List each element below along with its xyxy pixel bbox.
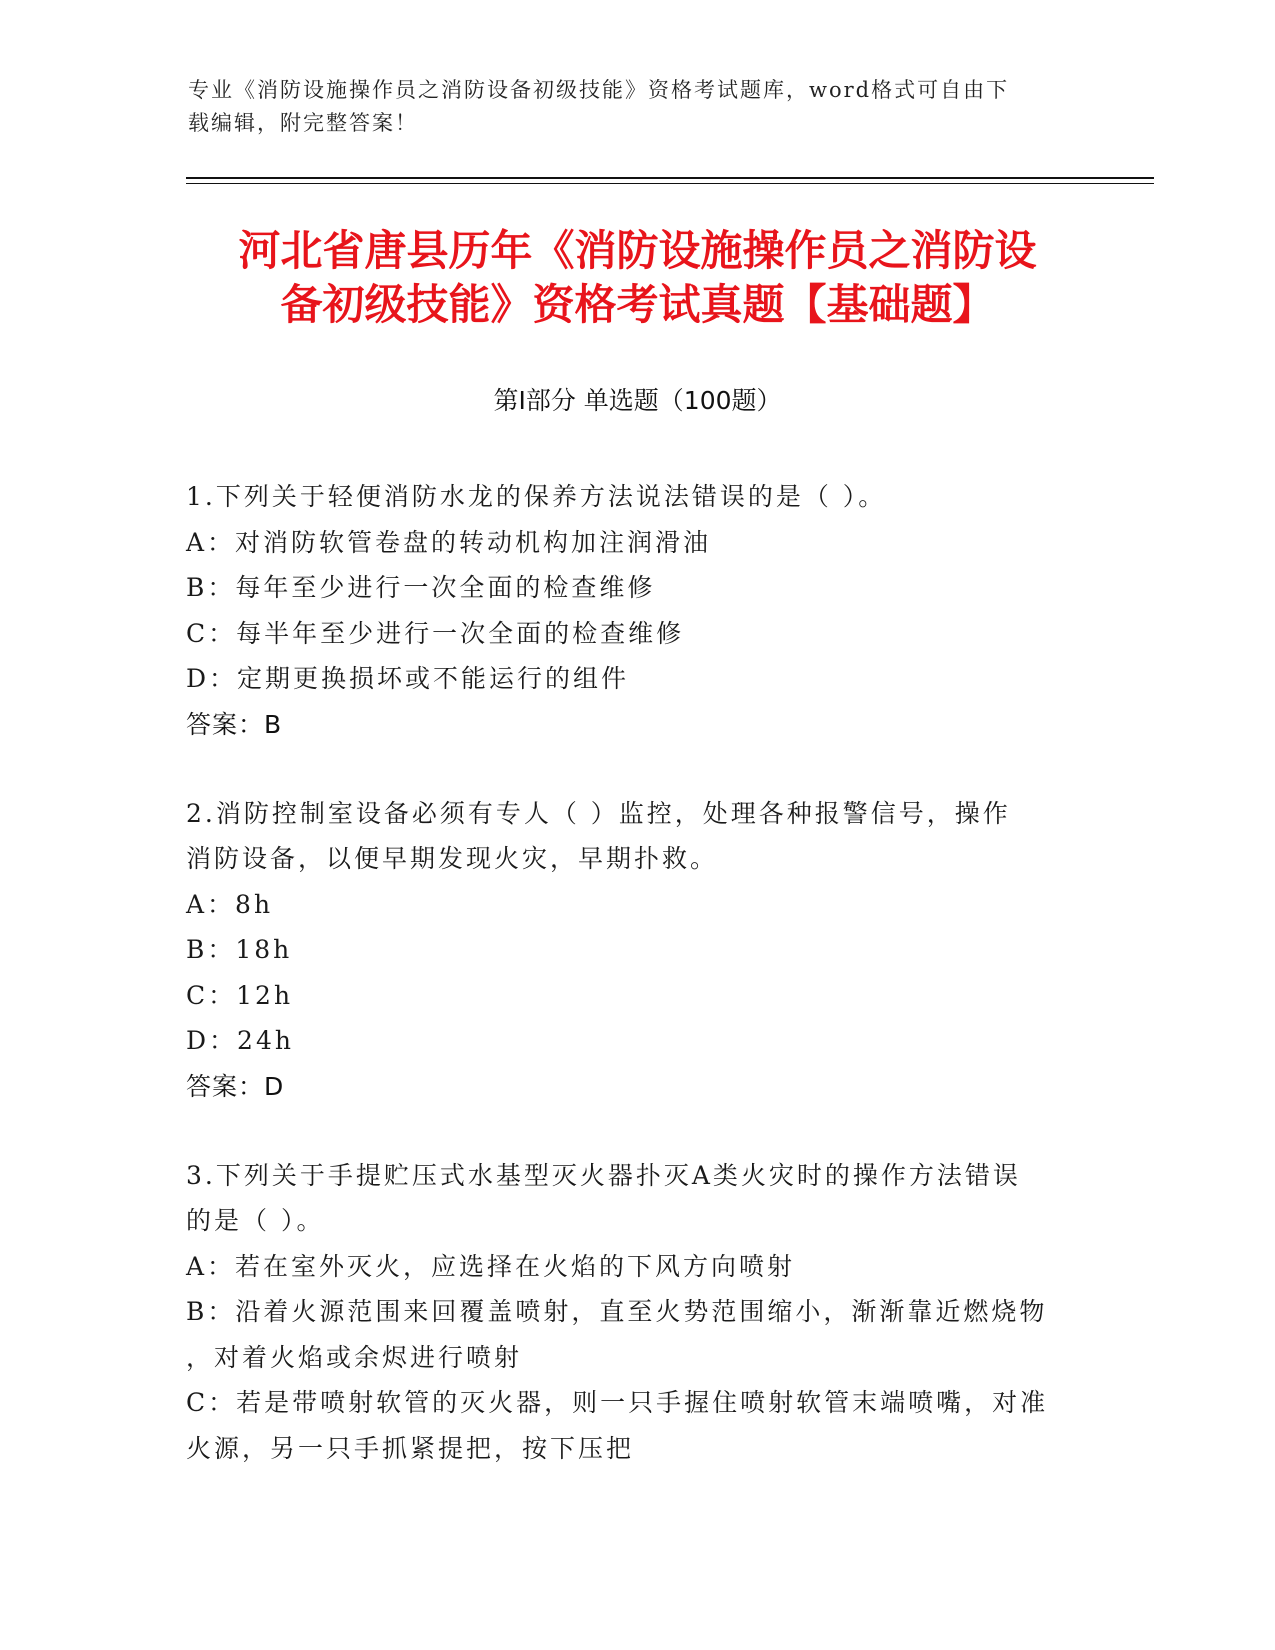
header-note-line-1: 专业《消防设施操作员之消防设备初级技能》资格考试题库，word格式可自由下 (188, 78, 1010, 102)
option-b-line-1: B：沿着火源范围来回覆盖喷射，直至火势范围缩小，渐渐靠近燃烧物 (186, 1297, 1048, 1326)
header-divider-thick (186, 177, 1154, 179)
section-title: 第Ⅰ部分 单选题（100题） (493, 386, 782, 415)
header-note (188, 74, 1068, 140)
document-title-line-1: 河北省唐县历年《消防设施操作员之消防设 (238, 226, 1037, 275)
question-list (186, 474, 1066, 1515)
answer: 答案：D (186, 1071, 285, 1101)
option-b: B：每年至少进行一次全面的检查维修 (186, 573, 656, 602)
document-title-line-2: 备初级技能》资格考试真题【基础题】 (280, 280, 995, 329)
option-d: D：24h (186, 1026, 294, 1055)
question-stem: 1.下列关于轻便消防水龙的保养方法说法错误的是（ ）。 (186, 482, 887, 511)
question-stem-line-1: 2.消防控制室设备必须有专人（ ）监控，处理各种报警信号，操作 (186, 798, 1011, 828)
header-note-line-2: 载编辑，附完整答案！ (188, 111, 418, 135)
option-b: B：18h (186, 935, 293, 964)
option-c: C：12h (186, 980, 294, 1010)
question-2 (186, 791, 1066, 1109)
question-stem-line-2: 的是（ ）。 (186, 1206, 325, 1235)
option-a: A：若在室外灭火，应选择在火焰的下风方向喷射 (186, 1251, 796, 1281)
option-a: A：8h (186, 889, 274, 919)
question-stem-line-1: 3.下列关于手提贮压式水基型灭火器扑灭A类火灾时的操作方法错误 (186, 1160, 1021, 1190)
header-divider-thin (186, 183, 1154, 184)
question-3 (186, 1153, 1066, 1472)
option-a: A：对消防软管卷盘的转动机构加注润滑油 (186, 527, 712, 557)
question-1 (186, 474, 1066, 747)
answer: 答案：B (186, 709, 283, 739)
question-stem-line-2: 消防设备，以便早期发现火灾，早期扑救。 (186, 844, 719, 873)
option-b-line-2: ，对着火焰或余烬进行喷射 (186, 1342, 523, 1372)
option-c-line-2: 火源，另一只手抓紧提把，按下压把 (186, 1433, 635, 1463)
option-d: D：定期更换损坏或不能运行的组件 (186, 664, 630, 693)
option-c: C：每半年至少进行一次全面的检查维修 (186, 618, 685, 648)
document-title (150, 224, 1125, 332)
option-c-line-1: C：若是带喷射软管的灭火器，则一只手握住喷射软管末端喷嘴，对准 (186, 1388, 1049, 1417)
